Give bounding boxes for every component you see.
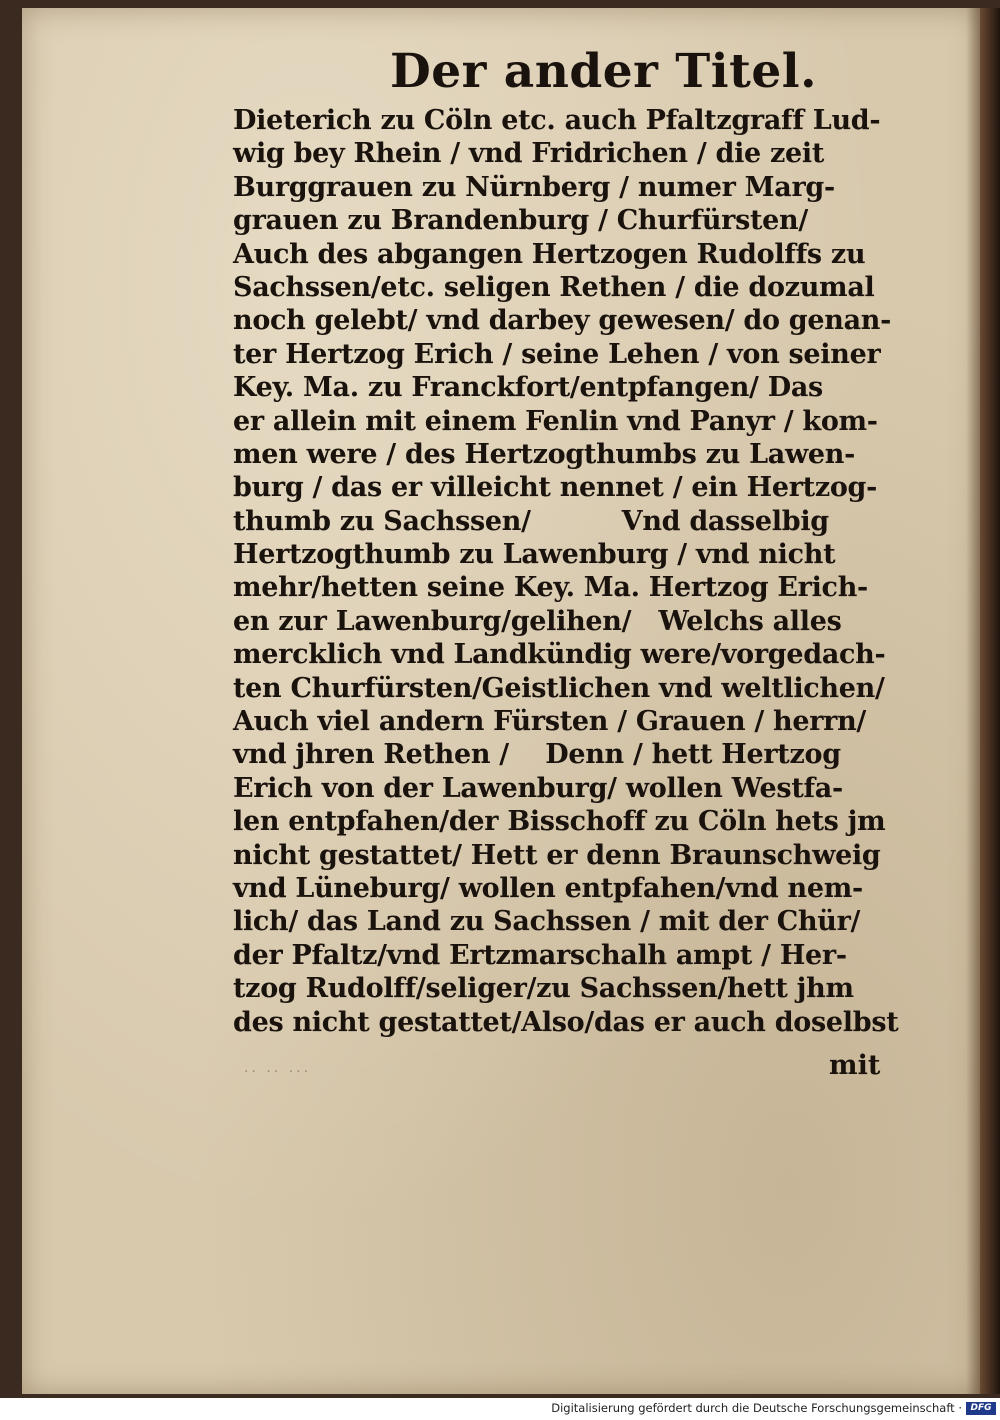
text-line: vnd Lüneburg/ wollen entpfahen/vnd nem- <box>233 872 863 904</box>
text-line: burg / das er villeicht nennet / ein Hertzog- <box>233 472 878 504</box>
spine-shadow <box>966 8 980 1394</box>
text-line: Hertzogthumb zu Lawenburg / vnd nicht <box>233 539 836 571</box>
text-line: wig bey Rhein / vnd Fridrichen / die zeit <box>233 138 825 170</box>
text-line: Burggrauen zu Nürnberg / numer Marg- <box>233 171 835 203</box>
text-line: en zur Lawenburg/gelihen/ Welchs alles <box>233 605 842 637</box>
text-line: vnd jhren Rethen / Denn / hett Hertzog <box>233 739 841 771</box>
text-line: ter Hertzog Erich / seine Lehen / von seiner <box>233 338 881 370</box>
funding-notice: Digitalisierung gefördert durch die Deutsche Forschungsgemeinschaft · <box>551 1401 962 1415</box>
text-line: thumb zu Sachssen/ Vnd dasselbig <box>233 505 829 537</box>
text-line: er allein mit einem Fenlin vnd Panyr / kom- <box>233 405 878 437</box>
text-line: der Pfaltz/vnd Ertzmarschalh ampt / Her- <box>233 939 847 971</box>
text-line: len entpfahen/der Bisschoff zu Cöln hets jm <box>233 806 886 838</box>
ink-smudge: ·· ·· ··· <box>244 1064 312 1080</box>
text-line: noch gelebt/ vnd darbey gewesen/ do genan- <box>233 305 892 337</box>
text-line: men were / des Hertzogthumbs zu Lawen- <box>233 438 856 470</box>
text-line: tzog Rudolff/seliger/zu Sachssen/hett jhm <box>233 973 854 1005</box>
catchword: mit <box>829 1050 881 1081</box>
text-line: mercklich vnd Landkündig were/vorgedach- <box>233 639 886 671</box>
text-line: Dieterich zu Cöln etc. auch Pfaltzgraff Lud- <box>233 105 881 136</box>
text-line: nicht gestattet/ Hett er denn Braunschweig <box>233 839 881 871</box>
text-line: lich/ das Land zu Sachssen / mit der Chür/ <box>233 906 861 938</box>
running-header-title: Der ander Titel. <box>390 44 817 99</box>
page-edge <box>980 8 1000 1394</box>
text-line: grauen zu Brandenburg / Churfürsten/ <box>233 205 808 237</box>
text-line: Auch viel andern Fürsten / Grauen / herrn/ <box>233 706 866 738</box>
dfg-logo-icon: DFG <box>966 1402 996 1415</box>
body-text-block <box>233 104 899 1039</box>
text-line: Auch des abgangen Hertzogen Rudolffs zu <box>233 238 866 270</box>
footer-bar <box>0 1398 1000 1420</box>
text-line: mehr/hetten seine Key. Ma. Hertzog Erich- <box>233 572 868 604</box>
text-line: ten Churfürsten/Geistlichen vnd weltlichen/ <box>233 672 885 704</box>
text-line: Sachssen/etc. seligen Rethen / die dozumal <box>233 271 875 303</box>
text-line: des nicht gestattet/Also/das er auch doselbst <box>233 1006 899 1038</box>
text-line: Erich von der Lawenburg/ wollen Westfa- <box>233 772 843 804</box>
text-line: Key. Ma. zu Franckfort/entpfangen/ Das <box>233 372 823 404</box>
